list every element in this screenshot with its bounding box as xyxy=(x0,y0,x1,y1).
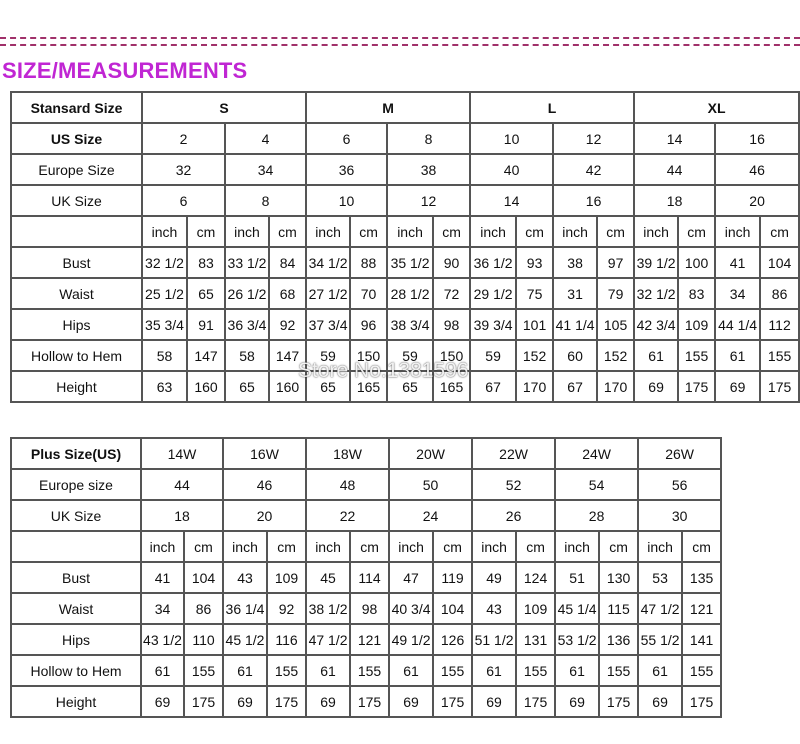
measure-value: 100 xyxy=(678,247,715,278)
measure-value: 119 xyxy=(433,562,472,593)
measure-value: 38 1/2 xyxy=(306,593,350,624)
measure-value: 31 xyxy=(553,278,597,309)
us-size-row xyxy=(11,123,799,154)
europe-size-value: 50 xyxy=(389,469,472,500)
unit-inch: inch xyxy=(470,216,516,247)
measure-value: 43 xyxy=(223,562,267,593)
measure-value: 65 xyxy=(387,371,433,402)
unit-cm: cm xyxy=(516,531,555,562)
measure-value: 98 xyxy=(433,309,470,340)
measure-value: 47 1/2 xyxy=(306,624,350,655)
measure-value: 25 1/2 xyxy=(142,278,187,309)
unit-cm: cm xyxy=(184,531,223,562)
measure-value: 36 3/4 xyxy=(225,309,269,340)
unit-inch: inch xyxy=(141,531,184,562)
measure-value: 44 1/4 xyxy=(715,309,760,340)
europe-size-value: 54 xyxy=(555,469,638,500)
plus-size-table xyxy=(10,437,797,718)
measure-value: 109 xyxy=(678,309,715,340)
size-header-row xyxy=(11,92,799,123)
europe-size-value: 34 xyxy=(225,154,306,185)
measure-value: 88 xyxy=(350,247,387,278)
plus-unit-row xyxy=(11,531,797,562)
measure-value: 53 xyxy=(638,562,682,593)
europe-size-value: 44 xyxy=(634,154,715,185)
unit-inch: inch xyxy=(555,531,599,562)
unit-inch: inch xyxy=(142,216,187,247)
measure-label: Hollow to Hem xyxy=(11,655,141,686)
europe-size-value: 44 xyxy=(141,469,223,500)
measure-value: 155 xyxy=(267,655,306,686)
measure-value: 86 xyxy=(184,593,223,624)
measure-value: 65 xyxy=(225,371,269,402)
measure-value: 165 xyxy=(350,371,387,402)
measure-value: 61 xyxy=(306,655,350,686)
measure-value: 84 xyxy=(269,247,306,278)
unit-row xyxy=(11,216,799,247)
measure-label: Waist xyxy=(11,278,142,309)
plus-europe-size-row xyxy=(11,469,797,500)
measure-value: 126 xyxy=(433,624,472,655)
measure-value: 105 xyxy=(597,309,634,340)
blank-cell xyxy=(721,562,797,593)
measure-value: 45 xyxy=(306,562,350,593)
measure-value: 112 xyxy=(760,309,799,340)
page-title: SIZE/MEASUREMENTS xyxy=(2,58,248,83)
europe-size-value: 56 xyxy=(638,469,721,500)
measure-value: 109 xyxy=(267,562,306,593)
measure-value: 115 xyxy=(599,593,638,624)
europe-size-value: 32 xyxy=(142,154,225,185)
measure-value: 67 xyxy=(470,371,516,402)
plus-measure-row-hollow-to-hem xyxy=(11,655,797,686)
measure-value: 61 xyxy=(634,340,678,371)
us-size-value: 14 xyxy=(634,123,715,154)
measure-value: 109 xyxy=(516,593,555,624)
europe-size-value: 46 xyxy=(715,154,799,185)
measure-row-hips xyxy=(11,309,799,340)
measure-value: 29 1/2 xyxy=(470,278,516,309)
measure-value: 69 xyxy=(223,686,267,717)
plus-measure-row-bust xyxy=(11,562,797,593)
plus-size-26w: 26W xyxy=(638,438,721,469)
measure-value: 67 xyxy=(553,371,597,402)
measure-value: 121 xyxy=(350,624,389,655)
measure-value: 26 1/2 xyxy=(225,278,269,309)
measure-value: 42 3/4 xyxy=(634,309,678,340)
uk-size-value: 12 xyxy=(387,185,470,216)
measure-value: 170 xyxy=(597,371,634,402)
measure-value: 170 xyxy=(516,371,553,402)
unit-cm: cm xyxy=(269,216,306,247)
uk-size-label: UK Size xyxy=(11,185,142,216)
measure-value: 59 xyxy=(306,340,350,371)
measure-value: 38 xyxy=(553,247,597,278)
unit-inch: inch xyxy=(715,216,760,247)
measure-value: 155 xyxy=(433,655,472,686)
measure-value: 92 xyxy=(267,593,306,624)
measure-value: 65 xyxy=(187,278,225,309)
measure-value: 90 xyxy=(433,247,470,278)
blank-cell xyxy=(721,593,797,624)
uk-size-value: 28 xyxy=(555,500,638,531)
measure-value: 155 xyxy=(184,655,223,686)
top-divider-second xyxy=(0,44,800,46)
measure-value: 69 xyxy=(306,686,350,717)
size-m: M xyxy=(306,92,470,123)
measure-value: 61 xyxy=(472,655,516,686)
measure-value: 58 xyxy=(142,340,187,371)
unit-inch: inch xyxy=(389,531,433,562)
europe-size-label: Europe Size xyxy=(11,154,142,185)
unit-cm: cm xyxy=(433,531,472,562)
plus-size-24w: 24W xyxy=(555,438,638,469)
unit-cm: cm xyxy=(350,531,389,562)
plus-size-header-row xyxy=(11,438,797,469)
us-size-label: US Size xyxy=(11,123,142,154)
measure-value: 34 1/2 xyxy=(306,247,350,278)
measure-value: 83 xyxy=(187,247,225,278)
blank-cell xyxy=(721,438,797,469)
uk-size-value: 20 xyxy=(223,500,306,531)
size-xl: XL xyxy=(634,92,799,123)
measure-value: 96 xyxy=(350,309,387,340)
unit-inch: inch xyxy=(553,216,597,247)
measure-value: 61 xyxy=(638,655,682,686)
measure-value: 69 xyxy=(389,686,433,717)
measure-value: 175 xyxy=(516,686,555,717)
measure-value: 59 xyxy=(470,340,516,371)
measure-value: 34 xyxy=(141,593,184,624)
measure-value: 33 1/2 xyxy=(225,247,269,278)
measure-value: 47 xyxy=(389,562,433,593)
unit-inch: inch xyxy=(387,216,433,247)
measure-value: 110 xyxy=(184,624,223,655)
unit-cm: cm xyxy=(187,216,225,247)
measure-value: 97 xyxy=(597,247,634,278)
measure-value: 32 1/2 xyxy=(634,278,678,309)
measure-value: 36 1/4 xyxy=(223,593,267,624)
measure-value: 175 xyxy=(184,686,223,717)
uk-size-value: 18 xyxy=(634,185,715,216)
measure-value: 69 xyxy=(715,371,760,402)
measure-value: 124 xyxy=(516,562,555,593)
measure-value: 114 xyxy=(350,562,389,593)
europe-size-value: 42 xyxy=(553,154,634,185)
measure-label: Height xyxy=(11,686,141,717)
us-size-value: 10 xyxy=(470,123,553,154)
unit-cm: cm xyxy=(599,531,638,562)
measure-value: 136 xyxy=(599,624,638,655)
measure-value: 38 3/4 xyxy=(387,309,433,340)
us-size-value: 4 xyxy=(225,123,306,154)
measure-value: 152 xyxy=(516,340,553,371)
unit-inch: inch xyxy=(306,531,350,562)
unit-inch: inch xyxy=(306,216,350,247)
measure-value: 86 xyxy=(760,278,799,309)
plus-size-label: Plus Size(US) xyxy=(11,438,141,469)
us-size-value: 6 xyxy=(306,123,387,154)
measure-label: Hollow to Hem xyxy=(11,340,142,371)
measure-value: 37 3/4 xyxy=(306,309,350,340)
unit-inch: inch xyxy=(225,216,269,247)
plus-uk-size-row xyxy=(11,500,797,531)
measure-value: 59 xyxy=(387,340,433,371)
measure-value: 39 1/2 xyxy=(634,247,678,278)
europe-size-label: Europe size xyxy=(11,469,141,500)
measure-value: 104 xyxy=(760,247,799,278)
unit-cm: cm xyxy=(350,216,387,247)
measure-value: 155 xyxy=(760,340,799,371)
measure-value: 160 xyxy=(269,371,306,402)
measure-value: 61 xyxy=(555,655,599,686)
us-size-value: 12 xyxy=(553,123,634,154)
measure-label: Hips xyxy=(11,624,141,655)
uk-size-value: 10 xyxy=(306,185,387,216)
measure-label: Bust xyxy=(11,247,142,278)
measure-value: 70 xyxy=(350,278,387,309)
measure-label: Hips xyxy=(11,309,142,340)
measure-value: 47 1/2 xyxy=(638,593,682,624)
measure-value: 147 xyxy=(187,340,225,371)
europe-size-value: 36 xyxy=(306,154,387,185)
measure-value: 155 xyxy=(682,655,721,686)
uk-size-value: 16 xyxy=(553,185,634,216)
uk-size-value: 14 xyxy=(470,185,553,216)
measure-value: 32 1/2 xyxy=(142,247,187,278)
size-label: Stansard Size xyxy=(11,92,142,123)
uk-size-value: 6 xyxy=(142,185,225,216)
measure-value: 28 1/2 xyxy=(387,278,433,309)
measure-value: 175 xyxy=(678,371,715,402)
blank-cell xyxy=(721,500,797,531)
unit-inch: inch xyxy=(634,216,678,247)
measure-value: 101 xyxy=(516,309,553,340)
measure-value: 155 xyxy=(599,655,638,686)
measure-value: 27 1/2 xyxy=(306,278,350,309)
us-size-value: 8 xyxy=(387,123,470,154)
plus-size-16w: 16W xyxy=(223,438,306,469)
blank-cell xyxy=(721,686,797,717)
unit-cm: cm xyxy=(267,531,306,562)
plus-size-22w: 22W xyxy=(472,438,555,469)
measure-value: 61 xyxy=(141,655,184,686)
unit-inch: inch xyxy=(223,531,267,562)
measure-value: 116 xyxy=(267,624,306,655)
measure-row-waist xyxy=(11,278,799,309)
measure-row-height xyxy=(11,371,799,402)
measure-value: 51 xyxy=(555,562,599,593)
measure-value: 68 xyxy=(269,278,306,309)
measure-value: 79 xyxy=(597,278,634,309)
europe-size-value: 52 xyxy=(472,469,555,500)
measure-value: 41 xyxy=(141,562,184,593)
measure-value: 150 xyxy=(350,340,387,371)
measure-value: 60 xyxy=(553,340,597,371)
plus-size-14w: 14W xyxy=(141,438,223,469)
uk-size-value: 24 xyxy=(389,500,472,531)
measure-value: 69 xyxy=(141,686,184,717)
measure-value: 63 xyxy=(142,371,187,402)
measure-value: 35 1/2 xyxy=(387,247,433,278)
unit-cm: cm xyxy=(678,216,715,247)
unit-cm: cm xyxy=(433,216,470,247)
measure-value: 51 1/2 xyxy=(472,624,516,655)
plus-measure-row-hips xyxy=(11,624,797,655)
measure-row-bust xyxy=(11,247,799,278)
us-size-value: 2 xyxy=(142,123,225,154)
measure-value: 40 3/4 xyxy=(389,593,433,624)
measure-value: 43 xyxy=(472,593,516,624)
plus-measure-row-height xyxy=(11,686,797,717)
unit-cm: cm xyxy=(760,216,799,247)
uk-size-value: 22 xyxy=(306,500,389,531)
uk-size-row xyxy=(11,185,799,216)
measure-value: 147 xyxy=(269,340,306,371)
measure-value: 175 xyxy=(433,686,472,717)
unit-inch: inch xyxy=(638,531,682,562)
measure-value: 91 xyxy=(187,309,225,340)
measure-value: 49 1/2 xyxy=(389,624,433,655)
measure-value: 131 xyxy=(516,624,555,655)
measure-value: 41 1/4 xyxy=(553,309,597,340)
measure-value: 175 xyxy=(760,371,799,402)
measure-value: 121 xyxy=(682,593,721,624)
uk-size-value: 8 xyxy=(225,185,306,216)
blank-cell xyxy=(721,655,797,686)
measure-value: 45 1/4 xyxy=(555,593,599,624)
measure-value: 69 xyxy=(555,686,599,717)
measure-value: 61 xyxy=(223,655,267,686)
uk-size-value: 26 xyxy=(472,500,555,531)
measure-value: 165 xyxy=(433,371,470,402)
measure-value: 175 xyxy=(682,686,721,717)
measure-value: 92 xyxy=(269,309,306,340)
measure-value: 72 xyxy=(433,278,470,309)
measure-value: 175 xyxy=(350,686,389,717)
europe-size-value: 46 xyxy=(223,469,306,500)
size-s: S xyxy=(142,92,306,123)
measure-value: 39 3/4 xyxy=(470,309,516,340)
measure-value: 175 xyxy=(267,686,306,717)
measure-value: 61 xyxy=(389,655,433,686)
size-l: L xyxy=(470,92,634,123)
measure-value: 61 xyxy=(715,340,760,371)
measure-label: Height xyxy=(11,371,142,402)
unit-cm: cm xyxy=(682,531,721,562)
us-size-value: 16 xyxy=(715,123,799,154)
unit-inch: inch xyxy=(472,531,516,562)
measure-value: 53 1/2 xyxy=(555,624,599,655)
unit-cm: cm xyxy=(516,216,553,247)
measure-value: 45 1/2 xyxy=(223,624,267,655)
measure-value: 141 xyxy=(682,624,721,655)
measure-value: 150 xyxy=(433,340,470,371)
measure-value: 98 xyxy=(350,593,389,624)
measure-value: 83 xyxy=(678,278,715,309)
measure-value: 69 xyxy=(634,371,678,402)
europe-size-value: 38 xyxy=(387,154,470,185)
measure-value: 93 xyxy=(516,247,553,278)
top-divider xyxy=(0,37,800,39)
measure-value: 155 xyxy=(516,655,555,686)
measure-value: 75 xyxy=(516,278,553,309)
uk-size-value: 18 xyxy=(141,500,223,531)
unit-row-label xyxy=(11,531,141,562)
measure-row-hollow-to-hem xyxy=(11,340,799,371)
measure-value: 65 xyxy=(306,371,350,402)
measure-value: 104 xyxy=(433,593,472,624)
blank-cell xyxy=(721,531,797,562)
unit-row-label xyxy=(11,216,142,247)
measure-value: 155 xyxy=(350,655,389,686)
blank-cell xyxy=(721,624,797,655)
measure-value: 41 xyxy=(715,247,760,278)
uk-size-value: 20 xyxy=(715,185,799,216)
blank-cell xyxy=(721,469,797,500)
measure-label: Bust xyxy=(11,562,141,593)
standard-size-table xyxy=(10,91,800,403)
measure-value: 69 xyxy=(638,686,682,717)
plus-size-20w: 20W xyxy=(389,438,472,469)
uk-size-label: UK Size xyxy=(11,500,141,531)
measure-value: 130 xyxy=(599,562,638,593)
measure-value: 35 3/4 xyxy=(142,309,187,340)
uk-size-value: 30 xyxy=(638,500,721,531)
measure-value: 104 xyxy=(184,562,223,593)
measure-value: 34 xyxy=(715,278,760,309)
measure-label: Waist xyxy=(11,593,141,624)
europe-size-value: 40 xyxy=(470,154,553,185)
measure-value: 160 xyxy=(187,371,225,402)
measure-value: 55 1/2 xyxy=(638,624,682,655)
measure-value: 49 xyxy=(472,562,516,593)
measure-value: 69 xyxy=(472,686,516,717)
unit-cm: cm xyxy=(597,216,634,247)
europe-size-row xyxy=(11,154,799,185)
plus-size-18w: 18W xyxy=(306,438,389,469)
measure-value: 43 1/2 xyxy=(141,624,184,655)
plus-measure-row-waist xyxy=(11,593,797,624)
measure-value: 36 1/2 xyxy=(470,247,516,278)
measure-value: 152 xyxy=(597,340,634,371)
measure-value: 135 xyxy=(682,562,721,593)
measure-value: 175 xyxy=(599,686,638,717)
store-watermark: Store No.1381596 xyxy=(298,359,469,382)
measure-value: 155 xyxy=(678,340,715,371)
europe-size-value: 48 xyxy=(306,469,389,500)
measure-value: 58 xyxy=(225,340,269,371)
